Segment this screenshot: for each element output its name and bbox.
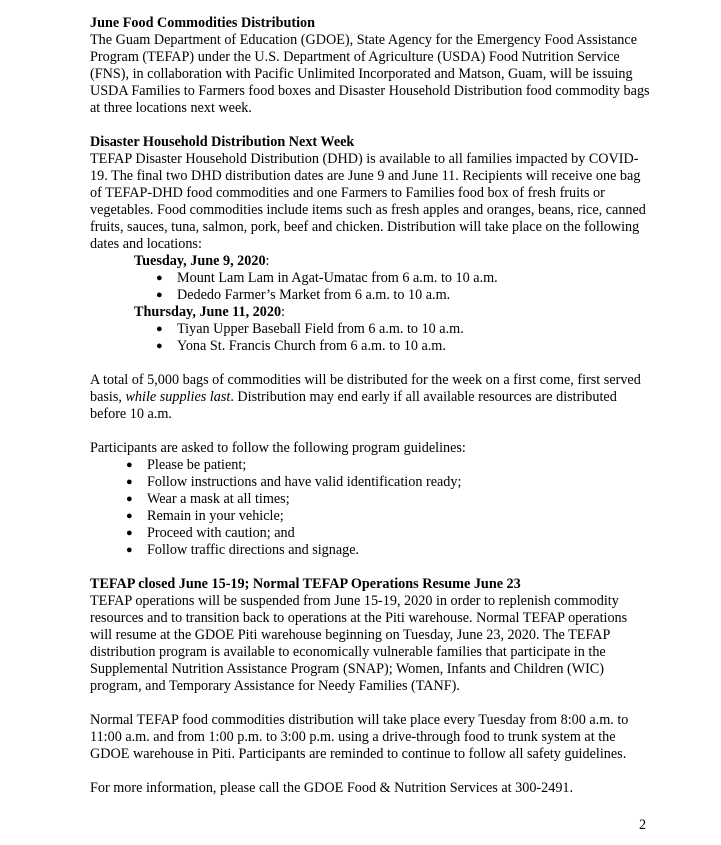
section-body: The Guam Department of Education (GDOE), State Agency for the Emergency Food Assistance Program (TEFAP) under the U.S. Department of Agriculture (USDA) Food Nutrition Service (FNS), in collaboration with Pacific Unlimited Incorporated and Matson, Guam, will be issuing USDA Families to Farmers food boxes and Disaster Household Distribution food commodity bags at three locations next week.: [90, 32, 650, 116]
guidelines-list: [90, 457, 650, 559]
section-body: TEFAP Disaster Household Distribution (DHD) is available to all families impacted by COVID-19. The final two DHD distribution dates are June 9 and June 11. Recipients will receive one bag of TEFAP-DHD food commodities and one Farmers to Families food box of fresh fruits or vegetables. Food commodities include items such as fresh apples and oranges, beans, rice, canned fruits, sauces, tuna, salmon, pork, beef and chicken. Distribution will take place on the following dates and locations:: [90, 151, 646, 252]
date-label: Thursday, June 11, 2020:: [134, 304, 285, 320]
section-guidelines: [90, 440, 650, 559]
bullet-icon: ●: [126, 459, 133, 471]
bullet-icon: ●: [156, 340, 163, 352]
list-item: ● Remain in your vehicle;: [126, 508, 284, 524]
section-body: TEFAP operations will be suspended from June 15-19, 2020 in order to replenish commodity resources and to transition back to operations at the Piti warehouse. Normal TEFAP operations will resume at the GDOE Piti warehouse beginning on Tuesday, June 23, 2020. The TEFAP distribution program is available to economically vulnerable families that participate in the Supplemental Nutrition Assistance Program (SNAP); Women, Infants and Children (WIC) program, and Temporary Assistance for Needy Families (TANF).: [90, 593, 628, 694]
list-item: ● Tiyan Upper Baseball Field from 6 a.m. to 10 a.m.: [156, 321, 464, 337]
bullet-icon: ●: [126, 510, 133, 522]
section-heading: Disaster Household Distribution Next Week: [90, 134, 355, 150]
list-item: ● Mount Lam Lam in Agat-Umatac from 6 a.m. to 10 a.m.: [156, 270, 498, 286]
list-item: ● Follow traffic directions and signage.: [126, 542, 360, 558]
bullet-icon: ●: [126, 544, 133, 556]
bullet-icon: ●: [156, 272, 163, 284]
section-disaster-household: [90, 134, 650, 355]
section-heading: June Food Commodities Distribution: [90, 15, 316, 31]
bullet-icon: ●: [126, 527, 133, 539]
list-item: ● Follow instructions and have valid identification ready;: [126, 474, 462, 490]
list-item: ● Wear a mask at all times;: [126, 491, 290, 507]
list-item: ● Yona St. Francis Church from 6 a.m. to 10 a.m.: [156, 338, 446, 354]
list-item: ● Dededo Farmer’s Market from 6 a.m. to 10 a.m.: [156, 287, 451, 303]
list-item: ● Proceed with caution; and: [126, 525, 295, 541]
total-bags-paragraph: A total of 5,000 bags of commodities will be distributed for the week on a first come, first served basis, while supplies last. Distribution may end early if all available resources are distributed before 10 a.m.: [90, 372, 641, 422]
section-heading: TEFAP closed June 15-19; Normal TEFAP Operations Resume June 23: [90, 576, 521, 592]
date-label: Tuesday, June 9, 2020:: [134, 253, 270, 269]
section-tefap-closed: [90, 576, 650, 695]
document-page: [90, 15, 650, 797]
location-list: [90, 270, 650, 304]
bullet-icon: ●: [126, 493, 133, 505]
normal-operations-paragraph: Normal TEFAP food commodities distribution will take place every Tuesday from 8:00 a.m. to 11:00 a.m. and from 1:00 p.m. to 3:00 p.m. using a drive-through food to trunk system at the GDOE warehouse in Piti. Participants are reminded to continue to follow all safety guidelines.: [90, 712, 629, 762]
guidelines-intro: Participants are asked to follow the following program guidelines:: [90, 440, 466, 456]
list-item: ● Please be patient;: [126, 457, 247, 473]
bullet-icon: ●: [156, 289, 163, 301]
bullet-icon: ●: [156, 323, 163, 335]
section-june-distribution: [90, 15, 650, 117]
page-number: 2: [639, 817, 647, 833]
location-list: [90, 321, 650, 355]
contact-paragraph: For more information, please call the GDOE Food & Nutrition Services at 300-2491.: [90, 780, 574, 796]
bullet-icon: ●: [126, 476, 133, 488]
